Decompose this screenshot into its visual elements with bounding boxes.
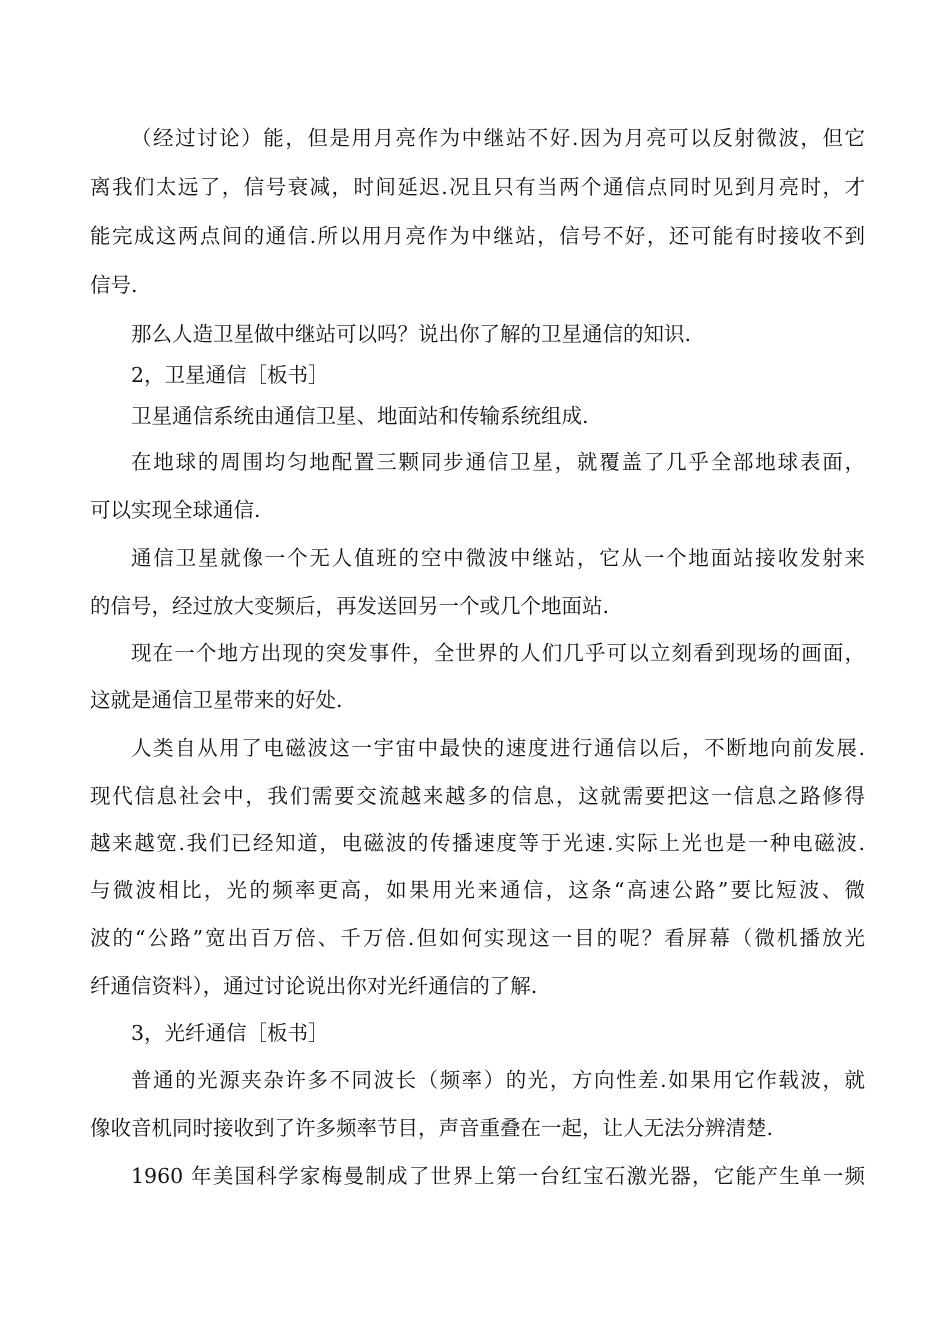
section-heading: 2，卫星通信［板书］ [131,363,329,387]
text-line: 可以实现全球通信. [90,498,261,522]
text-line: 1960 年美国科学家梅曼制成了世界上第一台红宝石激光器，它能产生单一频 [131,1164,865,1188]
text-line: 人类自从用了电磁波这一宇宙中最快的速度进行通信以后，不断地向前发展. [131,736,865,760]
text-line: 现在一个地方出现的突发事件，全世界的人们几乎可以立刻看到现场的画面， [131,641,865,665]
text-line: 的信号，经过放大变频后，再发送回另一个或几个地面站. [90,594,610,618]
text-line: 纤通信资料），通过讨论说出你对光纤通信的了解. [90,974,538,998]
section-heading: 3，光纤通信［板书］ [131,1021,329,1045]
text-line: 在地球的周围均匀地配置三颗同步通信卫星，就覆盖了几乎全部地球表面， [131,450,865,474]
text-line: 离我们太远了，信号衰减，时间延迟.况且只有当两个通信点同时见到月亮时，才 [90,175,865,199]
text-line: 卫星通信系统由通信卫星、地面站和传输系统组成. [131,404,589,428]
text-line: 那么人造卫星做中继站可以吗？说出你了解的卫星通信的知识. [131,322,692,346]
text-line: 像收音机同时接收到了许多频率节目，声音重叠在一起，让人无法分辨清楚. [90,1116,774,1140]
text-line: 通信卫星就像一个无人值班的空中微波中继站，它从一个地面站接收发射来 [131,546,865,570]
text-line: 这就是通信卫星带来的好处. [90,688,343,712]
text-line: 越来越宽.我们已经知道，电磁波的传播速度等于光速.实际上光也是一种电磁波. [90,831,865,855]
text-line: 普通的光源夹杂许多不同波长（频率）的光，方向性差.如果用它作载波，就 [131,1068,865,1092]
text-line: 波的“公路”宽出百万倍、千万倍.但如何实现这一目的呢？看屏幕（微机播放光 [90,926,865,950]
text-line: （经过讨论）能，但是用月亮作为中继站不好.因为月亮可以反射微波，但它 [131,126,865,150]
text-line: 现代信息社会中，我们需要交流越来越多的信息，这就需要把这一信息之路修得 [90,784,865,808]
text-line: 能完成这两点间的通信.所以用月亮作为中继站，信号不好，还可能有时接收不到 [90,224,865,248]
text-line: 与微波相比，光的频率更高，如果用光来通信，这条“高速公路”要比短波、微 [90,878,865,902]
text-line: 信号. [90,273,138,297]
